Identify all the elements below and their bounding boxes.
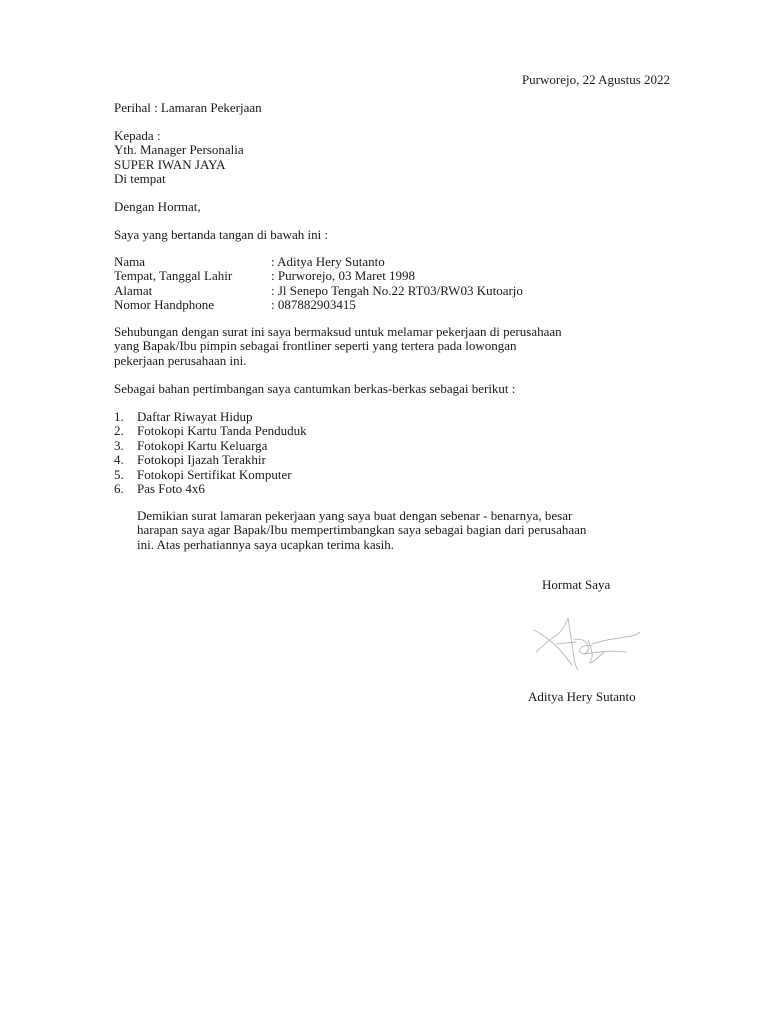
list-text: Fotokopi Kartu Tanda Penduduk bbox=[137, 423, 307, 439]
place-date: Purworejo, 22 Agustus 2022 bbox=[521, 72, 670, 87]
paragraph-line: Sehubungan dengan surat ini saya bermaksud untuk melamar pekerjaan di perusahaan bbox=[114, 324, 562, 339]
list-item bbox=[114, 453, 307, 467]
signature-image bbox=[528, 610, 646, 676]
list-item bbox=[114, 410, 307, 424]
list-item bbox=[114, 424, 307, 438]
regards: Hormat Saya bbox=[542, 577, 611, 592]
list-number: 6. bbox=[114, 481, 124, 497]
list-number: 5. bbox=[114, 466, 124, 482]
recipient-line: Yth. Manager Personalia bbox=[114, 142, 244, 158]
paragraph-line: pekerjaan perusahaan ini. bbox=[114, 352, 247, 368]
paragraph-line: harapan saya agar Bapak/Ibu mempertimbangkan saya sebagai bagian dari perusahaan bbox=[137, 522, 587, 538]
list-text: Fotokopi Ijazah Terakhir bbox=[137, 452, 266, 468]
recipient-line: SUPER IWAN JAYA bbox=[114, 156, 226, 172]
identity-row bbox=[114, 298, 523, 312]
attachment-list bbox=[114, 410, 307, 496]
list-text: Pas Foto 4x6 bbox=[137, 481, 205, 497]
body-paragraph-1 bbox=[114, 325, 562, 368]
list-text: Daftar Riwayat Hidup bbox=[137, 409, 253, 424]
list-number: 4. bbox=[114, 452, 124, 468]
identity-value: : Aditya Hery Sutanto bbox=[271, 254, 385, 269]
list-number: 2. bbox=[114, 423, 124, 439]
identity-label: Alamat bbox=[114, 282, 153, 298]
identity-label: Nama bbox=[114, 254, 146, 269]
identity-label: Nomor Handphone bbox=[114, 297, 215, 313]
recipient-line: Di tempat bbox=[114, 171, 166, 187]
list-number: 3. bbox=[114, 437, 124, 453]
paragraph-line: Demikian surat lamaran pekerjaan yang saya buat dengan sebenar - benarnya, besar bbox=[137, 508, 573, 523]
identity-table bbox=[114, 255, 523, 313]
body-paragraph-2: Sebagai bahan pertimbangan saya cantumkan berkas-berkas sebagai berikut : bbox=[114, 381, 516, 396]
paragraph-line: yang Bapak/Ibu pimpin sebagai frontliner seperti yang tertera pada lowongan bbox=[114, 338, 517, 354]
identity-row bbox=[114, 284, 523, 298]
greeting: Dengan Hormat, bbox=[114, 199, 201, 214]
list-item bbox=[114, 482, 307, 496]
identity-row bbox=[114, 269, 523, 283]
list-item bbox=[114, 439, 307, 453]
recipient-line: Kepada : bbox=[114, 128, 161, 143]
identity-value: : Purworejo, 03 Maret 1998 bbox=[271, 268, 416, 284]
list-text: Fotokopi Sertifikat Komputer bbox=[137, 466, 292, 482]
closing-paragraph bbox=[137, 509, 586, 552]
list-number: 1. bbox=[114, 409, 124, 424]
letter-subject: Perihal : Lamaran Pekerjaan bbox=[114, 100, 262, 115]
recipient-block bbox=[114, 129, 244, 187]
identity-value: : Jl Senepo Tengah No.22 RT03/RW03 Kutoarjo bbox=[271, 282, 523, 298]
intro-sentence: Saya yang bertanda tangan di bawah ini : bbox=[114, 227, 329, 242]
signer-name: Aditya Hery Sutanto bbox=[528, 689, 636, 704]
list-item bbox=[114, 468, 307, 482]
identity-row bbox=[114, 255, 523, 269]
identity-label: Tempat, Tanggal Lahir bbox=[114, 268, 233, 284]
identity-value: : 087882903415 bbox=[271, 297, 356, 313]
list-text: Fotokopi Kartu Keluarga bbox=[137, 437, 268, 453]
paragraph-line: ini. Atas perhatiannya saya ucapkan terima kasih. bbox=[137, 536, 395, 552]
